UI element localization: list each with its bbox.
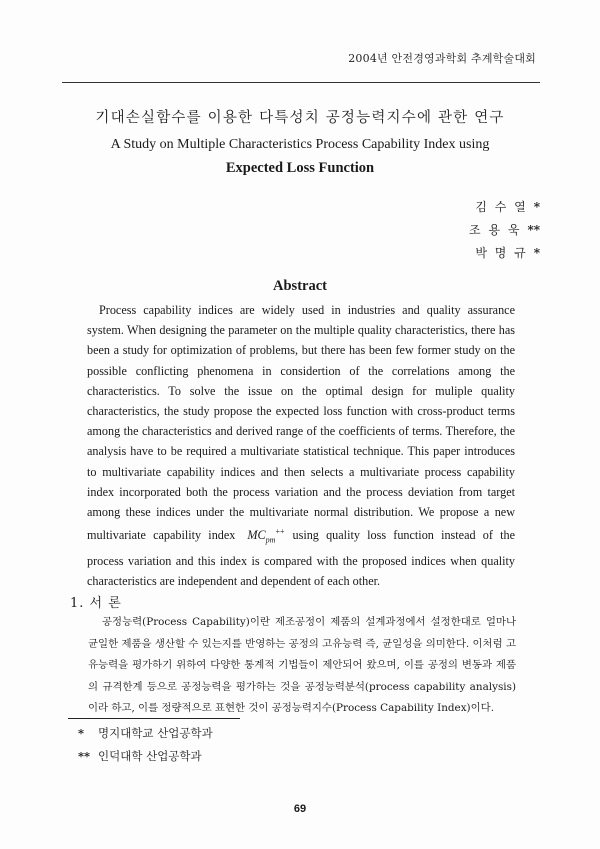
abstract-text-part1: Process capability indices are widely used in industries and quality assurance system. When designing the parameter on the multiple quality characteristics, there has been a study for optimization of problems, but there has been few former study on the possible conflicting phenomena in considertion of the correlations among the characteristics. To solve the issue on the optimal design for muliple quality characteristics, the study propose the expected loss function with cross-product terms among the characteristics and derived range of the coefficients of terms. Therefore, the analysis have to be required a multivariate statistical technique. This paper introduces to multivariate capability indices and then selects a multivariate process capability index incorporated both the process variation and the process deviation from target among these indices under the multivariate normal distribution. We propose a new multivariate capability index: [87, 303, 515, 543]
author-name: 조 용 욱: [469, 223, 522, 237]
page-number: 69: [293, 803, 307, 815]
author-item: [469, 242, 540, 265]
footnote-text: 명지대학교 산업공학과: [98, 726, 213, 740]
author-affiliation-mark: *: [533, 246, 540, 260]
footnote-item: [78, 745, 213, 768]
author-affiliation-mark: **: [527, 223, 540, 237]
mc-pm-symbol: [247, 527, 285, 545]
author-affiliation-mark: *: [533, 200, 540, 214]
author-name: 박 명 규: [475, 246, 528, 260]
mc-symbol-superscript: ++: [275, 527, 285, 537]
header-rule: [62, 82, 540, 83]
abstract-text-part2: using quality loss function instead of the process variation and this index is compared with the proposed indices when quality characteristics are independent and dependent of each other.: [87, 528, 516, 589]
footnote-mark: **: [78, 749, 91, 763]
introduction-paragraph: [88, 612, 516, 720]
mc-symbol-base: MC: [247, 528, 266, 543]
conference-header: 2004년 안전경영과학회 추계학술대회: [348, 52, 536, 65]
title-english-line2: Expected Loss Function: [225, 160, 375, 176]
footnotes: [78, 722, 213, 768]
mc-symbol-subscript: pm: [265, 535, 276, 545]
abstract-text: [87, 300, 515, 591]
author-list: [469, 196, 540, 265]
footnote-mark: *: [78, 726, 85, 740]
footnote-item: [78, 722, 213, 745]
title-english-line1: A Study on Multiple Characteristics Process Capability Index using: [110, 137, 490, 152]
footnote-rule: [68, 718, 240, 719]
footnote-text: 인덕대학 산업공학과: [98, 749, 202, 763]
section-heading-introduction: 1. 서 론: [70, 596, 122, 611]
author-item: [469, 219, 540, 242]
author-name: 김 수 열: [475, 200, 528, 214]
introduction-text: 공정능력(Process Capability)이란 제조공정이 제품의 설계과정에서 설정한대로 얼마나 균일한 제품을 생산할 수 있는지를 반영하는 공정의 고유능력 즉, 균일성을 의미한다. 이처럼 고유능력을 평가하기 위하여 다양한 통계적 기법들이 제안되어 왔으며, 이를 공정의 변동과 제품의 규격한계 등으로 공정능력을 평가하는 것을 공정능력분석(process capability analysis)이라 하고, 이를 정량적으로 표현한 것이 공정능력지수(Process Capability Index)이다.: [88, 616, 516, 714]
abstract-heading: Abstract: [273, 278, 327, 294]
title-korean: 기대손실함수를 이용한 다특성치 공정능력지수에 관한 연구: [95, 110, 505, 126]
author-item: [469, 196, 540, 219]
